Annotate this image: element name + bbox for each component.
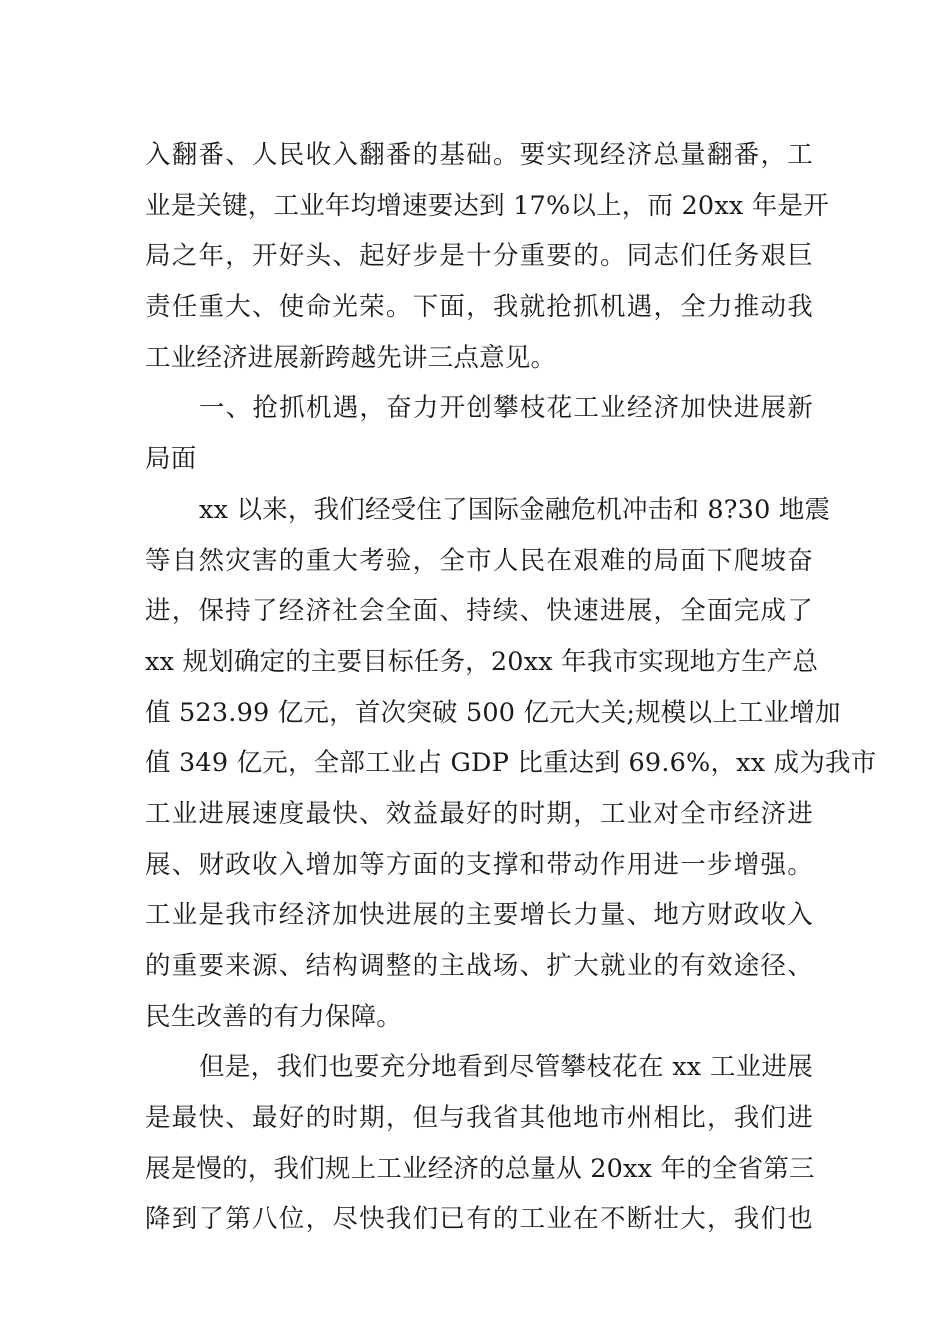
document-body: [145, 130, 877, 1245]
text-line: 降到了第八位，尽快我们已有的工业在不断壮大，我们也: [145, 1204, 813, 1235]
text-line: 展是慢的，我们规上工业经济的总量从 20xx 年的全省第三: [145, 1153, 815, 1184]
text-line: 局之年，开好头、起好步是十分重要的。同志们任务艰巨: [145, 241, 813, 272]
text-line: 一、抢抓机遇，奋力开创攀枝花工业经济加快进展新: [199, 393, 813, 424]
text-line: xx 规划确定的主要目标任务，20xx 年我市实现地方生产总: [145, 646, 819, 677]
text-line: 是最快、最好的时期，但与我省其他地市州相比，我们进: [145, 1103, 813, 1134]
text-line: 工业进展速度最快、效益最好的时期，工业对全市经济进: [145, 798, 813, 829]
text-line: 工业经济进展新跨越先讲三点意见。: [145, 342, 557, 373]
text-line: 责任重大、使命光荣。下面，我就抢抓机遇，全力推动我: [145, 292, 813, 323]
text-line: 业是关键，工业年均增速要达到 17%以上，而 20xx 年是开: [145, 190, 829, 221]
text-line: 的重要来源、结构调整的主战场、扩大就业的有效途径、: [145, 951, 813, 981]
text-line: 值 523.99 亿元，首次突破 500 亿元大关;规模以上工业增加: [145, 697, 841, 728]
text-line: 工业是我市经济加快进展的主要增长力量、地方财政收入: [145, 900, 813, 931]
text-line: 民生改善的有力保障。: [145, 1001, 403, 1032]
text-line: 但是，我们也要充分地看到尽管攀枝花在 xx 工业进展: [199, 1052, 813, 1083]
text-line: 等自然灾害的重大考验，全市人民在艰难的局面下爬坡奋: [145, 545, 813, 576]
text-line: 值 349 亿元，全部工业占 GDP 比重达到 69.6%，xx 成为我市: [145, 748, 877, 779]
text-line: xx 以来，我们经受住了国际金融危机冲击和 8?30 地震: [199, 494, 831, 525]
text-line: 进，保持了经济社会全面、持续、快速进展，全面完成了: [145, 596, 813, 627]
text-line: 入翻番、人民收入翻番的基础。要实现经济总量翻番，工: [145, 140, 813, 170]
text-line: 展、财政收入增加等方面的支撑和带动作用进一步增强。: [145, 849, 813, 880]
text-line: 局面: [145, 444, 197, 475]
